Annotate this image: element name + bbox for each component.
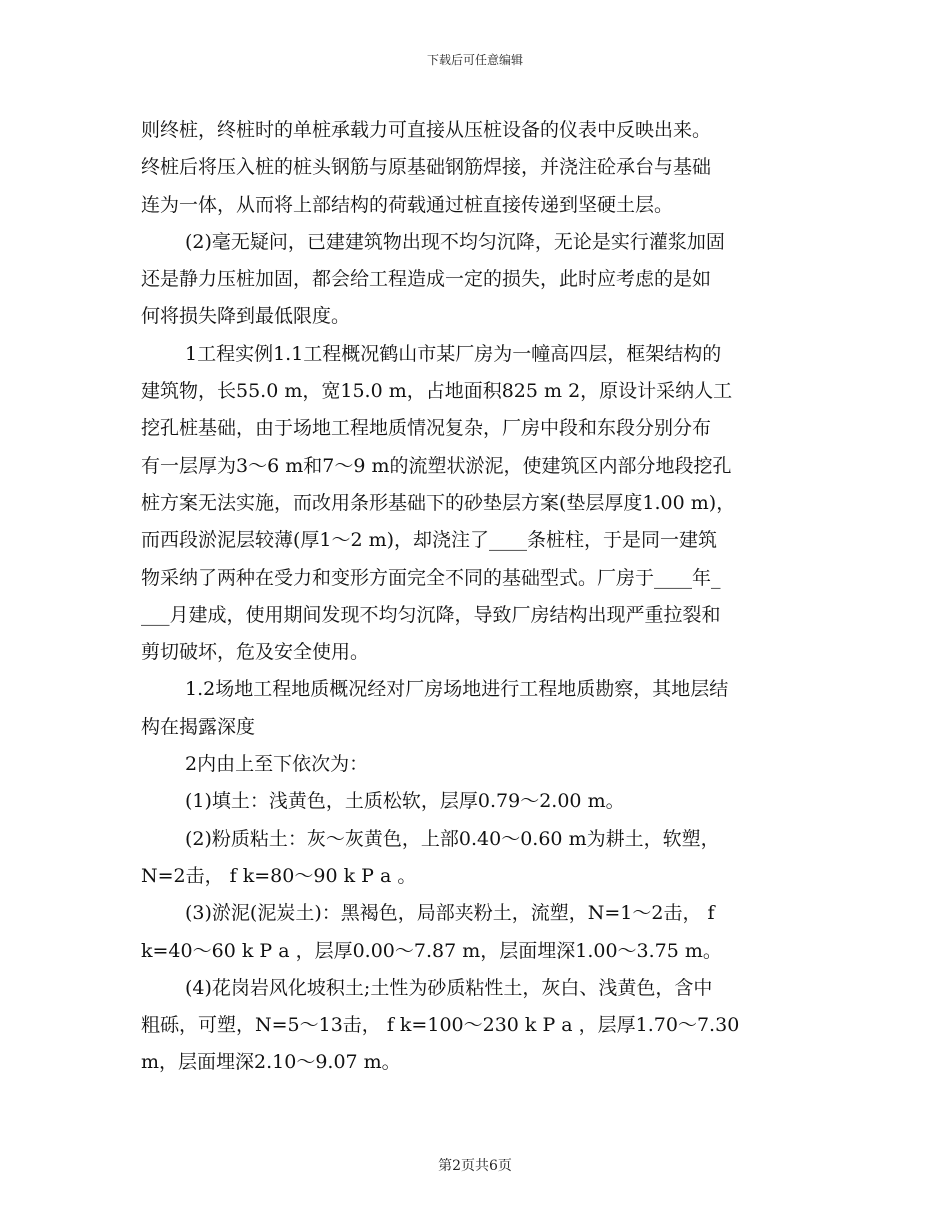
text-line: 挖孔桩基础，由于场地工程地质情况复杂，厂房中段和东段分别分布 — [141, 417, 712, 440]
text-line: 物采纳了两种在受力和变形方面完全不同的基础型式。厂房于____年_ — [141, 566, 721, 589]
text-line: 还是静力压桩加固，都会给工程造成一定的损失，此时应考虑的是如 — [141, 268, 712, 291]
text-line: 粗砾，可塑，N=5～13击， f k=100～230 k P a ，层厚1.70～7.30 — [141, 1014, 740, 1037]
text-line: 终桩后将压入桩的桩头钢筋与原基础钢筋焊接，并浇注砼承台与基础 — [141, 156, 712, 179]
text-line: 构在揭露深度 — [141, 715, 256, 738]
text-line: 1.2场地工程地质概况经对厂房场地进行工程地质勘察，其地层结 — [185, 678, 729, 701]
text-line: 而西段淤泥层较薄(厚1～2 m)，却浇注了____条桩柱，于是同一建筑 — [141, 529, 718, 552]
text-line: (4)花岗岩风化坡积土;土性为砂质粘性土，灰白、浅黄色，含中 — [185, 976, 713, 999]
text-line: N=2击， f k=80～90 k P a 。 — [141, 864, 417, 887]
text-line: 何将损失降到最低限度。 — [141, 305, 351, 328]
text-line: ___月建成，使用期间发现不均匀沉降，导致厂房结构出现严重拉裂和 — [141, 603, 721, 626]
text-line: 1工程实例1.1工程概况鹤山市某厂房为一幢高四层，框架结构的 — [185, 342, 722, 365]
text-line: (3)淤泥(泥炭土)：黑褐色，局部夹粉土，流塑，N=1～2击， f — [185, 902, 715, 925]
text-line: 桩方案无法实施，而改用条形基础下的砂垫层方案(垫层厚度1.00 m)， — [141, 491, 736, 514]
document-body — [141, 112, 806, 1082]
text-line: 有一层厚为3～6 m和7～9 m的流塑状淤泥，使建筑区内部分地段挖孔 — [141, 454, 732, 477]
text-line: 则终桩，终桩时的单桩承载力可直接从压桩设备的仪表中反映出来。 — [141, 119, 712, 141]
text-line: 2内由上至下依次为： — [185, 753, 369, 776]
text-line: k=40～60 k P a ，层厚0.00～7.87 m，层面埋深1.00～3.75 m。 — [141, 939, 722, 962]
page-footer: 第2页共6页 — [438, 1158, 512, 1174]
page-header: 下载后可任意编辑 — [426, 53, 523, 67]
text-line: 连为一体，从而将上部结构的荷载通过桩直接传递到坚硬土层。 — [141, 193, 674, 216]
text-line: (2)粉质粘土：灰～灰黄色，上部0.40～0.60 m为耕土，软塑， — [185, 827, 720, 850]
text-line: m，层面埋深2.10～9.07 m。 — [141, 1051, 401, 1074]
text-line: (1)填土：浅黄色，土质松软，层厚0.79～2.00 m。 — [185, 790, 625, 813]
text-line: 建筑物，长55.0 m，宽15.0 m，占地面积825 m 2，原设计采纳人工 — [141, 380, 733, 403]
text-line: (2)毫无疑问，已建建筑物出现不均匀沉降，无论是实行灌浆加固 — [185, 230, 725, 253]
text-line: 剪切破坏，危及安全使用。 — [141, 641, 370, 664]
